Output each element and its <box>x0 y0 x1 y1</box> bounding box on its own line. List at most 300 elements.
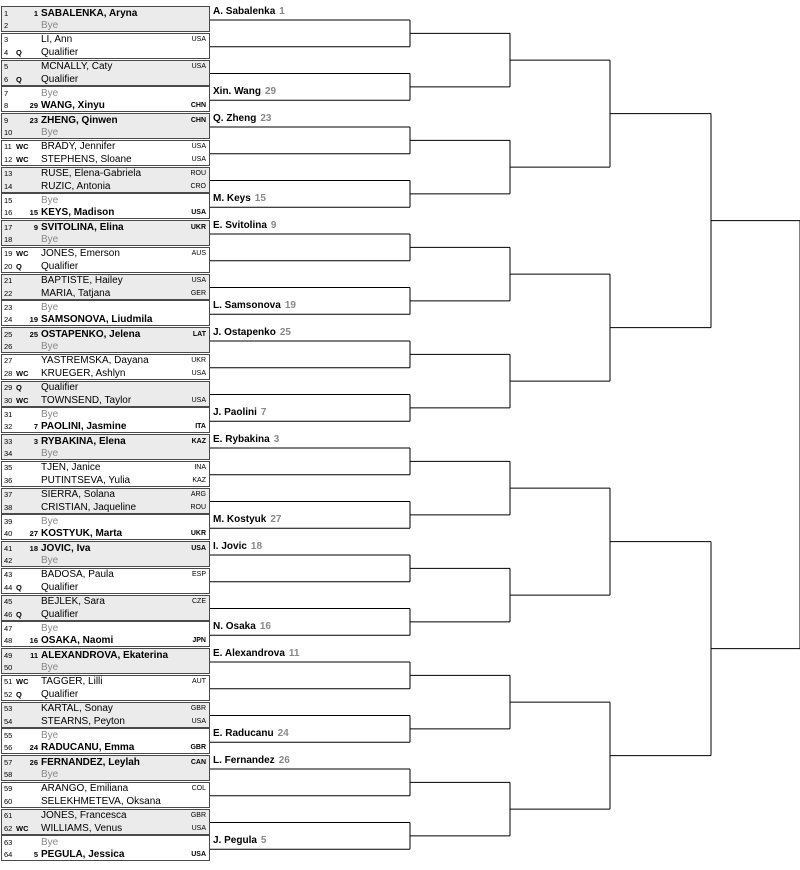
draw-position: 32 <box>4 422 13 432</box>
seed-number: 15 <box>254 193 266 205</box>
first-round-match <box>1 381 210 407</box>
player-entry[interactable] <box>2 810 209 822</box>
player-name: Bye <box>41 408 59 420</box>
draw-position: 26 <box>4 342 13 351</box>
player-name: PEGULA, Jessica <box>41 849 125 861</box>
country-code: USA <box>191 544 206 552</box>
round-two-entry[interactable] <box>213 755 290 767</box>
draw-position: 63 <box>4 837 13 847</box>
player-name: SAMSONOVA, Liudmila <box>41 314 153 326</box>
player-name: Bye <box>41 448 59 459</box>
player-entry[interactable] <box>2 168 209 180</box>
player-name: Bye <box>41 341 59 352</box>
player-entry[interactable] <box>2 783 209 795</box>
draw-position: 37 <box>4 490 13 499</box>
player-name: Bye <box>41 769 59 780</box>
player-name: TJEN, Janice <box>41 462 101 474</box>
player-entry[interactable] <box>2 489 209 501</box>
player-name: JONES, Francesca <box>41 810 127 821</box>
player-entry[interactable] <box>2 314 209 326</box>
bye-entry[interactable] <box>2 448 209 460</box>
first-round-match <box>1 33 210 59</box>
entry-tag: Q <box>16 383 22 392</box>
seed-number: 18 <box>29 543 38 553</box>
player-entry[interactable] <box>2 154 209 166</box>
draw-position: 14 <box>4 181 13 191</box>
player-entry[interactable] <box>2 849 209 861</box>
country-code: AUT <box>192 678 206 686</box>
seed-number: 16 <box>259 621 271 633</box>
first-round-match <box>1 354 210 380</box>
bye-entry[interactable] <box>2 88 209 100</box>
seed-number: 23 <box>260 113 272 124</box>
player-entry[interactable] <box>2 395 209 407</box>
player-name: RUSE, Elena-Gabriela <box>41 168 142 179</box>
player-name: J. Ostapenko <box>213 327 276 338</box>
country-code: USA <box>191 155 206 163</box>
entry-tag: Q <box>16 609 22 619</box>
round-two-entry[interactable] <box>213 6 285 18</box>
country-code: JPN <box>192 637 206 645</box>
bye-entry[interactable] <box>2 20 209 32</box>
country-code: GER <box>190 289 206 297</box>
country-code: COL <box>191 785 206 793</box>
draw-position: 39 <box>4 516 13 526</box>
first-round-match <box>1 835 210 861</box>
player-entry[interactable] <box>2 596 209 608</box>
draw-position: 58 <box>4 770 13 779</box>
round-two-entry[interactable] <box>213 541 262 553</box>
draw-position: 33 <box>4 436 13 446</box>
draw-position: 20 <box>4 261 13 271</box>
player-name: TOWNSEND, Taylor <box>41 394 132 406</box>
country-code: USA <box>191 396 206 404</box>
player-name: BAPTISTE, Hailey <box>41 275 123 286</box>
player-name: Bye <box>41 662 59 673</box>
entry-tag: Q <box>16 582 22 592</box>
player-name: Q. Zheng <box>213 113 257 124</box>
player-name: YASTREMSKA, Dayana <box>41 355 149 367</box>
first-round-match <box>1 595 210 621</box>
player-entry[interactable] <box>2 609 209 621</box>
draw-position: 22 <box>4 288 13 298</box>
round-two-entry[interactable] <box>213 514 281 526</box>
player-entry[interactable] <box>2 543 209 555</box>
first-round-match <box>1 220 210 246</box>
seed-number: 27 <box>29 529 38 539</box>
player-name: WANG, Xinyu <box>41 100 105 112</box>
draw-position: 34 <box>4 449 13 458</box>
country-code: ROU <box>190 170 206 177</box>
player-name: Bye <box>41 836 59 848</box>
draw-position: 21 <box>4 276 13 285</box>
draw-position: 40 <box>4 529 13 539</box>
country-code: GBR <box>190 705 206 712</box>
draw-position: 8 <box>4 101 9 111</box>
bye-entry[interactable] <box>2 555 209 567</box>
player-entry[interactable] <box>2 181 209 193</box>
first-round-match <box>1 541 210 567</box>
player-name: I. Jovic <box>213 541 247 552</box>
player-name: RYBAKINA, Elena <box>41 435 126 447</box>
player-entry[interactable] <box>2 475 209 487</box>
player-entry[interactable] <box>2 207 209 219</box>
first-round-match <box>1 488 210 514</box>
seed-number: 26 <box>278 755 290 766</box>
seed-number: 24 <box>277 728 289 740</box>
player-entry[interactable] <box>2 462 209 474</box>
first-round-match <box>1 702 210 728</box>
player-name: RADUCANU, Emma <box>41 742 135 754</box>
draw-position: 28 <box>4 368 13 378</box>
draw-position: 41 <box>4 543 13 553</box>
draw-position: 42 <box>4 556 13 565</box>
draw-position: 45 <box>4 597 13 606</box>
first-round-match <box>1 113 210 139</box>
country-code: KAZ <box>191 437 206 445</box>
player-entry[interactable] <box>2 222 209 234</box>
draw-position: 35 <box>4 463 13 473</box>
draw-position: 46 <box>4 609 13 619</box>
seed-number: 11 <box>288 648 300 659</box>
player-name: JONES, Emerson <box>41 248 120 260</box>
player-entry[interactable] <box>2 635 209 647</box>
round-two-entry[interactable] <box>213 407 266 419</box>
player-name: Qualifier <box>41 608 79 620</box>
player-entry[interactable] <box>2 288 209 300</box>
draw-position: 53 <box>4 704 13 713</box>
draw-position: 57 <box>4 757 13 767</box>
draw-position: 27 <box>4 356 13 366</box>
player-entry[interactable] <box>2 528 209 540</box>
seed-number: 3 <box>33 436 38 446</box>
player-entry[interactable] <box>2 141 209 153</box>
player-name: Qualifier <box>41 581 79 593</box>
round-two-entry[interactable] <box>213 220 276 232</box>
country-code: UKR <box>190 223 206 231</box>
draw-position: 55 <box>4 730 13 740</box>
round-two-entry[interactable] <box>213 648 299 660</box>
player-name: M. Keys <box>213 193 251 205</box>
player-name: OSTAPENKO, Jelena <box>41 328 141 340</box>
country-code: GBR <box>190 812 206 819</box>
player-name: Bye <box>41 20 59 31</box>
seed-number: 7 <box>33 422 38 432</box>
seed-number: 27 <box>270 514 282 526</box>
player-entry[interactable] <box>2 582 209 594</box>
seed-number: 25 <box>29 329 38 339</box>
seed-number: 3 <box>273 434 280 445</box>
player-entry[interactable] <box>2 74 209 86</box>
player-name: Qualifier <box>41 73 79 85</box>
bye-entry[interactable] <box>2 409 209 421</box>
first-round-match <box>1 327 210 353</box>
player-name: BEJLEK, Sara <box>41 596 105 607</box>
round-two-entry[interactable] <box>213 300 296 312</box>
draw-position: 24 <box>4 315 13 325</box>
draw-position: 62 <box>4 823 13 833</box>
player-entry[interactable] <box>2 421 209 433</box>
player-entry[interactable] <box>2 716 209 728</box>
first-round-match <box>1 167 210 193</box>
player-entry[interactable] <box>2 329 209 341</box>
round-two-entry[interactable] <box>213 193 266 205</box>
seed-number: 15 <box>29 208 38 218</box>
first-round-match <box>1 461 210 487</box>
round-two-entry[interactable] <box>213 434 279 446</box>
player-entry[interactable] <box>2 248 209 260</box>
bye-entry[interactable] <box>2 769 209 781</box>
first-round-match <box>1 809 210 835</box>
player-name: KARTAL, Sonay <box>41 703 113 714</box>
draw-position: 59 <box>4 784 13 794</box>
player-name: PUTINTSEVA, Yulia <box>41 474 131 486</box>
player-name: Bye <box>41 555 59 566</box>
player-entry[interactable] <box>2 47 209 59</box>
player-name: RUZIC, Antonia <box>41 180 111 192</box>
player-entry[interactable] <box>2 355 209 367</box>
seed-number: 24 <box>29 743 38 753</box>
first-round-match <box>1 6 210 32</box>
player-name: Bye <box>41 622 59 634</box>
player-entry[interactable] <box>2 368 209 380</box>
player-name: E. Raducanu <box>213 728 274 740</box>
country-code: INA <box>194 464 206 472</box>
seed-number: 5 <box>260 835 267 847</box>
draw-position: 52 <box>4 689 13 699</box>
draw-position: 25 <box>4 329 13 339</box>
draw-position: 19 <box>4 249 13 259</box>
draw-position: 64 <box>4 850 13 860</box>
seed-number: 29 <box>29 101 38 111</box>
entry-tag: WC <box>16 249 29 259</box>
seed-number: 26 <box>29 757 38 767</box>
player-name: LI, Ann <box>41 34 73 46</box>
entry-tag: Q <box>16 689 22 699</box>
seed-number: 11 <box>30 650 38 660</box>
player-name: L. Fernandez <box>213 755 275 766</box>
player-entry[interactable] <box>2 115 209 127</box>
draw-position: 29 <box>4 383 13 392</box>
player-name: OSAKA, Naomi <box>41 635 114 647</box>
player-entry[interactable] <box>2 823 209 835</box>
player-name: A. Sabalenka <box>213 6 276 17</box>
round-two-entry[interactable] <box>213 728 289 740</box>
entry-tag: WC <box>16 395 29 405</box>
draw-position: 48 <box>4 636 13 646</box>
entry-tag: WC <box>16 142 29 152</box>
player-entry[interactable] <box>2 61 209 73</box>
draw-position: 10 <box>4 128 13 137</box>
player-name: E. Alexandrova <box>213 648 285 659</box>
round-two-entry[interactable] <box>213 835 266 847</box>
seed-number: 9 <box>33 222 38 232</box>
draw-position: 36 <box>4 475 13 485</box>
player-entry[interactable] <box>2 742 209 754</box>
country-code: CHN <box>190 102 206 110</box>
entry-tag: WC <box>16 154 29 164</box>
player-name: E. Rybakina <box>213 434 270 445</box>
player-name: MARIA, Tatjana <box>41 287 111 299</box>
country-code: USA <box>191 717 206 725</box>
player-name: BRADY, Jennifer <box>41 141 116 153</box>
player-name: SIERRA, Solana <box>41 489 115 500</box>
first-round-match <box>1 675 210 701</box>
country-code: CAN <box>190 758 206 766</box>
player-entry[interactable] <box>2 436 209 448</box>
player-name: N. Osaka <box>213 621 256 633</box>
draw-position: 3 <box>4 35 9 45</box>
bye-entry[interactable] <box>2 516 209 528</box>
player-name: PAOLINI, Jasmine <box>41 421 127 433</box>
draw-position: 6 <box>4 74 9 84</box>
country-code: USA <box>191 63 206 70</box>
seed-number: 19 <box>284 300 296 312</box>
player-name: E. Svitolina <box>213 220 267 231</box>
bye-entry[interactable] <box>2 195 209 207</box>
draw-position: 31 <box>4 409 13 419</box>
player-name: KRUEGER, Ashlyn <box>41 367 126 379</box>
country-code: UKR <box>191 357 206 365</box>
player-name: JOVIC, Iva <box>41 542 91 554</box>
bye-entry[interactable] <box>2 623 209 635</box>
draw-position: 30 <box>4 395 13 405</box>
country-code: LAT <box>192 330 206 338</box>
seed-number: 23 <box>29 115 38 125</box>
player-entry[interactable] <box>2 757 209 769</box>
player-entry[interactable] <box>2 382 209 394</box>
country-code: CHN <box>190 116 206 124</box>
player-name: SABALENKA, Aryna <box>41 7 138 19</box>
player-entry[interactable] <box>2 650 209 662</box>
player-entry[interactable] <box>2 502 209 514</box>
bye-entry[interactable] <box>2 302 209 314</box>
bye-entry[interactable] <box>2 234 209 246</box>
player-name: CRISTIAN, Jaqueline <box>41 501 137 513</box>
draw-position: 2 <box>4 21 9 30</box>
player-entry[interactable] <box>2 100 209 112</box>
draw-position: 56 <box>4 743 13 753</box>
first-round-match <box>1 514 210 540</box>
player-entry[interactable] <box>2 569 209 581</box>
draw-position: 54 <box>4 716 13 726</box>
player-name: Bye <box>41 515 59 527</box>
bye-entry[interactable] <box>2 837 209 849</box>
first-round-match <box>1 274 210 300</box>
country-code: USA <box>191 209 206 217</box>
round-two-entry[interactable] <box>213 327 291 339</box>
draw-position: 12 <box>4 154 13 164</box>
country-code: UKR <box>190 530 206 538</box>
draw-position: 9 <box>4 115 9 125</box>
country-code: USA <box>191 824 206 832</box>
round-two-entry[interactable] <box>213 113 271 125</box>
player-name: Qualifier <box>41 46 79 58</box>
country-code: USA <box>191 851 206 859</box>
country-code: AUS <box>191 250 206 258</box>
player-name: Bye <box>41 301 59 313</box>
player-name: TAGGER, Lilli <box>41 676 103 688</box>
draw-position: 38 <box>4 502 13 512</box>
player-name: L. Samsonova <box>213 300 281 312</box>
player-entry[interactable] <box>2 703 209 715</box>
country-code: ARG <box>190 491 206 498</box>
player-name: ALEXANDROVA, Ekaterina <box>41 649 169 661</box>
player-entry[interactable] <box>2 8 209 20</box>
seed-number: 7 <box>260 407 267 419</box>
entry-tag: Q <box>16 261 22 271</box>
entry-tag: Q <box>16 47 22 57</box>
player-entry[interactable] <box>2 34 209 46</box>
draw-position: 23 <box>4 302 13 312</box>
first-round-match <box>1 300 210 326</box>
country-code: CRO <box>190 182 206 190</box>
player-name: KOSTYUK, Marta <box>41 528 123 540</box>
first-round-match <box>1 728 210 754</box>
player-entry[interactable] <box>2 689 209 701</box>
first-round-match <box>1 60 210 86</box>
draw-position: 43 <box>4 570 13 580</box>
player-entry[interactable] <box>2 676 209 688</box>
player-name: J. Pegula <box>213 835 257 847</box>
country-code: USA <box>191 36 206 44</box>
player-entry[interactable] <box>2 275 209 287</box>
player-name: MCNALLY, Caty <box>41 61 113 72</box>
first-round-match <box>1 648 210 674</box>
player-name: Bye <box>41 87 59 99</box>
player-name: J. Paolini <box>213 407 257 419</box>
draw-position: 4 <box>4 47 9 57</box>
player-name: STEPHENS, Sloane <box>41 153 132 165</box>
country-code: CZE <box>192 598 206 605</box>
entry-tag: Q <box>16 74 22 84</box>
player-name: SVITOLINA, Elina <box>41 221 124 233</box>
round-two-entry[interactable] <box>213 86 276 98</box>
player-name: ZHENG, Qinwen <box>41 114 118 126</box>
country-code: GBR <box>190 744 206 752</box>
round-two-entry[interactable] <box>213 621 271 633</box>
player-entry[interactable] <box>2 796 209 808</box>
draw-position: 49 <box>4 650 13 660</box>
draw-position: 7 <box>4 88 9 98</box>
draw-position: 60 <box>4 796 13 806</box>
draw-position: 47 <box>4 623 13 633</box>
player-entry[interactable] <box>2 261 209 273</box>
draw-position: 15 <box>4 195 13 205</box>
player-name: Bye <box>41 194 59 206</box>
seed-number: 1 <box>279 6 285 17</box>
first-round-match <box>1 407 210 433</box>
draw-position: 13 <box>4 169 13 178</box>
player-name: BADOSA, Paula <box>41 569 114 581</box>
seed-number: 19 <box>29 315 38 325</box>
bye-entry[interactable] <box>2 730 209 742</box>
draw-position: 61 <box>4 811 13 820</box>
first-round-match <box>1 193 210 219</box>
bye-entry[interactable] <box>2 341 209 353</box>
country-code: USA <box>191 277 206 284</box>
bye-entry[interactable] <box>2 662 209 674</box>
player-name: Qualifier <box>41 260 79 272</box>
entry-tag: WC <box>16 368 29 378</box>
seed-number: 16 <box>29 636 38 646</box>
seed-number: 18 <box>250 541 263 552</box>
player-name: ARANGO, Emiliana <box>41 783 129 795</box>
draw-position: 16 <box>4 208 13 218</box>
player-name: WILLIAMS, Venus <box>41 822 123 834</box>
seed-number: 9 <box>270 220 277 231</box>
bye-entry[interactable] <box>2 127 209 139</box>
